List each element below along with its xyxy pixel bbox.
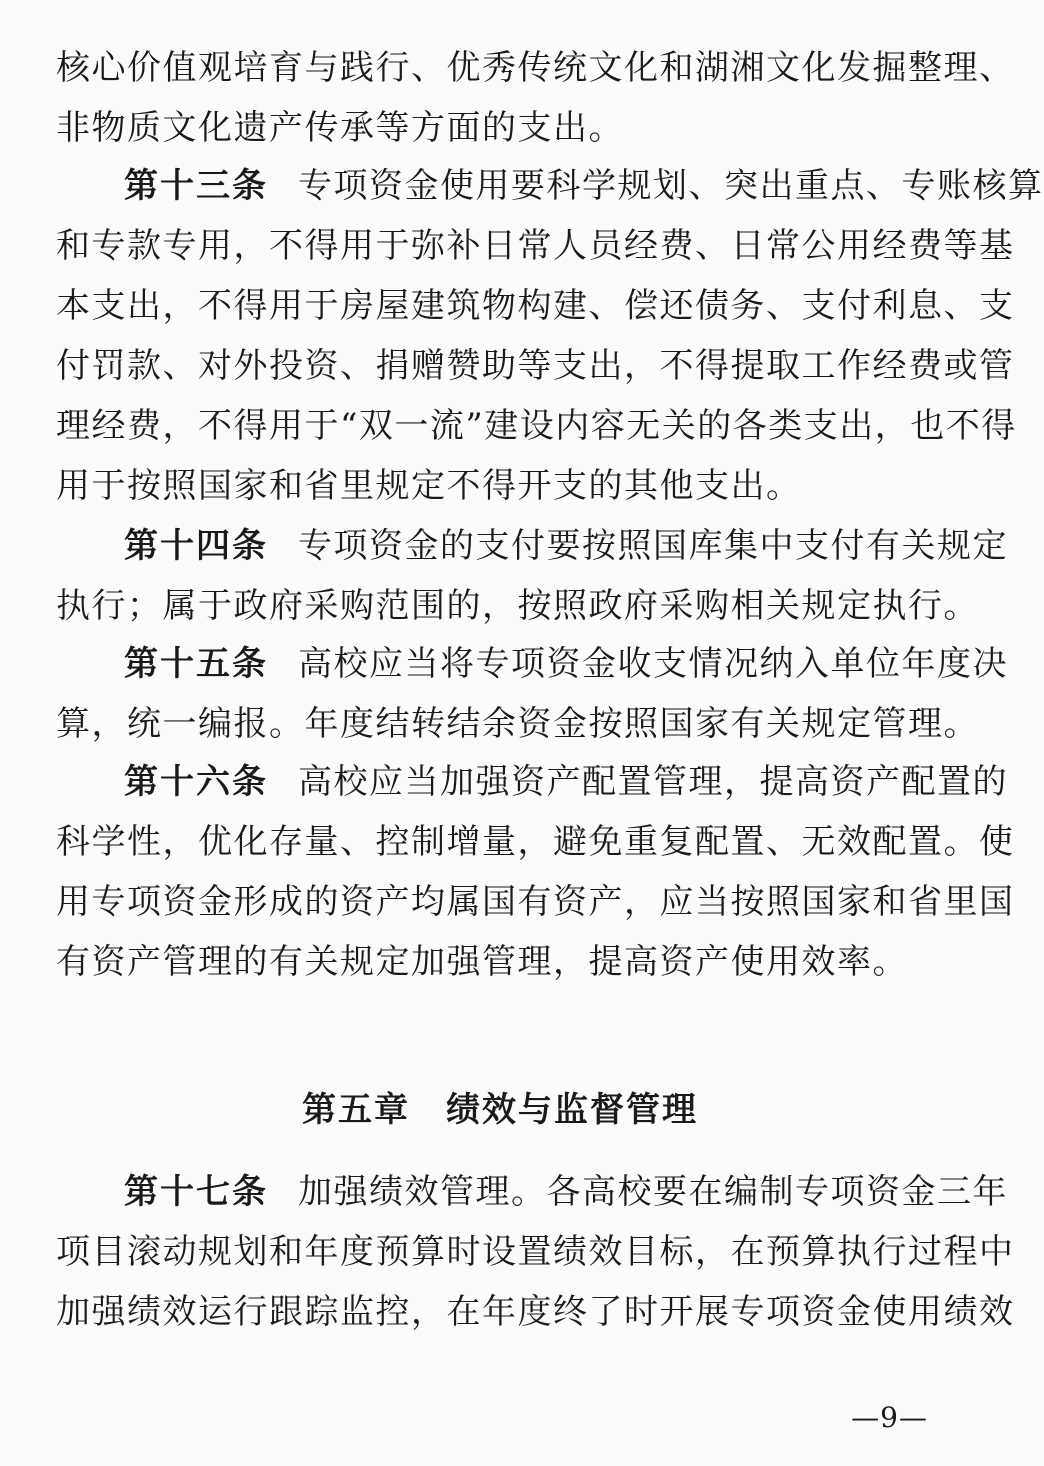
body-line: 科学性，优化存量、控制增量，避免重复配置、无效配置。使 bbox=[56, 822, 1015, 862]
article-14-text: 专项资金的支付要按照国库集中支付有关规定 bbox=[298, 526, 1008, 566]
article-13-heading: 第十三条 bbox=[124, 166, 268, 206]
article-17-heading: 第十七条 bbox=[124, 1172, 268, 1212]
article-16-first-line bbox=[56, 752, 1008, 812]
body-line: 加强绩效运行跟踪监控，在年度终了时开展专项资金使用绩效 bbox=[56, 1292, 1015, 1332]
article-16-text: 高校应当加强资产配置管理，提高资产配置的 bbox=[298, 762, 1008, 802]
body-line: 非物质文化遗产传承等方面的支出。 bbox=[56, 108, 624, 148]
body-line: 核心价值观培育与践行、优秀传统文化和湖湘文化发掘整理、 bbox=[56, 48, 1015, 88]
article-17-text: 加强绩效管理。各高校要在编制专项资金三年 bbox=[298, 1172, 1008, 1212]
body-line: 有资产管理的有关规定加强管理，提高资产使用效率。 bbox=[56, 942, 908, 982]
body-line: 和专款专用，不得用于弥补日常人员经费、日常公用经费等基 bbox=[56, 226, 1015, 266]
chapter-title: 绩效与监督管理 bbox=[446, 1090, 698, 1130]
article-15-first-line bbox=[56, 634, 1008, 694]
article-13-first-line bbox=[56, 156, 1044, 216]
body-line: 项目滚动规划和年度预算时设置绩效目标，在预算执行过程中 bbox=[56, 1232, 1015, 1272]
body-line: 用于按照国家和省里规定不得开支的其他支出。 bbox=[56, 466, 802, 506]
article-17-first-line bbox=[56, 1162, 1008, 1222]
body-line: 执行；属于政府采购范围的，按照政府采购相关规定执行。 bbox=[56, 586, 979, 626]
article-16-heading: 第十六条 bbox=[124, 762, 268, 802]
article-15-text: 高校应当将专项资金收支情况纳入单位年度决 bbox=[298, 644, 1008, 684]
article-15-heading: 第十五条 bbox=[124, 644, 268, 684]
page-number: —9— bbox=[851, 1401, 928, 1434]
body-line: 付罚款、对外投资、捐赠赞助等支出，不得提取工作经费或管 bbox=[56, 346, 1015, 386]
chapter-heading bbox=[0, 1080, 1000, 1140]
article-13-text: 专项资金使用要科学规划、突出重点、专账核算 bbox=[298, 166, 1044, 206]
chapter-number: 第五章 bbox=[302, 1090, 410, 1130]
article-14-heading: 第十四条 bbox=[124, 526, 268, 566]
article-14-first-line bbox=[56, 516, 1008, 576]
body-line: 算，统一编报。年度结转结余资金按照国家有关规定管理。 bbox=[56, 704, 979, 744]
body-line: 本支出，不得用于房屋建筑物构建、偿还债务、支付利息、支 bbox=[56, 286, 1015, 326]
body-line: 理经费，不得用于“双一流”建设内容无关的各类支出，也不得 bbox=[56, 406, 1017, 446]
body-line: 用专项资金形成的资产均属国有资产，应当按照国家和省里国 bbox=[56, 882, 1015, 922]
